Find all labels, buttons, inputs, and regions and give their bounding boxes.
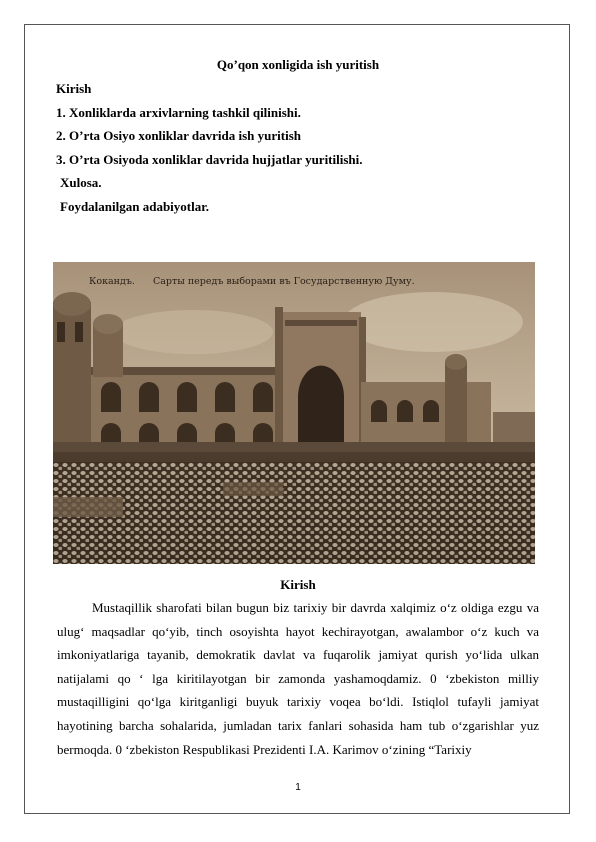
table-of-contents xyxy=(56,80,363,221)
page-number: 1 xyxy=(295,782,301,793)
toc-item-2: 2. O’rta Osiyo xonliklar davrida ish yuritish xyxy=(56,128,301,143)
intro-paragraph-block xyxy=(57,596,539,761)
caption-city: Кокандъ. xyxy=(89,276,135,287)
intro-paragraph: Mustaqillik sharofati bilan bugun biz tarixiy bir davrda xalqimiz o‘z oldiga ezgu va ulug‘ maqsadlar qo‘yib, tinch osoyishta hayot kechirayotgan, awalambor o‘z kuch va imkoniyatlariga tayanib, demokratik davlat va fuqarolik jamiyat qurish yo‘lida ulkan natijalami qo ‘ lga kiritilayotgan bir zamonda yashamoqdamiz. 0 ‘zbekiston milliy mustaqilligini qo‘lga kiritganligi buyuk tarixiy voqea bo‘ldi. Istiqlol tufayli jamiyat hayotining barcha sohalarida, jumladan tarix fanlari sohasida ham tub o‘zgarishlar yuz bermoqda. 0 ‘zbekiston Respublikasi Prezidenti I.A. Karimov o‘zining “Tarixiy xyxy=(57,600,539,757)
toc-item-1: 1. Xonliklarda arxivlarning tashkil qilinishi. xyxy=(56,104,301,120)
historical-photo-kokand xyxy=(53,262,535,564)
toc-item-references: Foydalanilgan adabiyotlar. xyxy=(60,198,210,214)
toc-item-intro: Kirish xyxy=(56,81,92,96)
section-heading-intro: Kirish xyxy=(280,577,316,592)
toc-item-3: 3. O’rta Osiyoda xonliklar davrida hujjatlar yuritilishi. xyxy=(56,151,363,167)
caption-description: Сарты передъ выборами въ Государственную Думу. xyxy=(153,276,415,287)
document-title: Qo’qon xonligida ish yuritish xyxy=(216,57,380,72)
toc-item-conclusion: Xulosa. xyxy=(60,175,102,190)
